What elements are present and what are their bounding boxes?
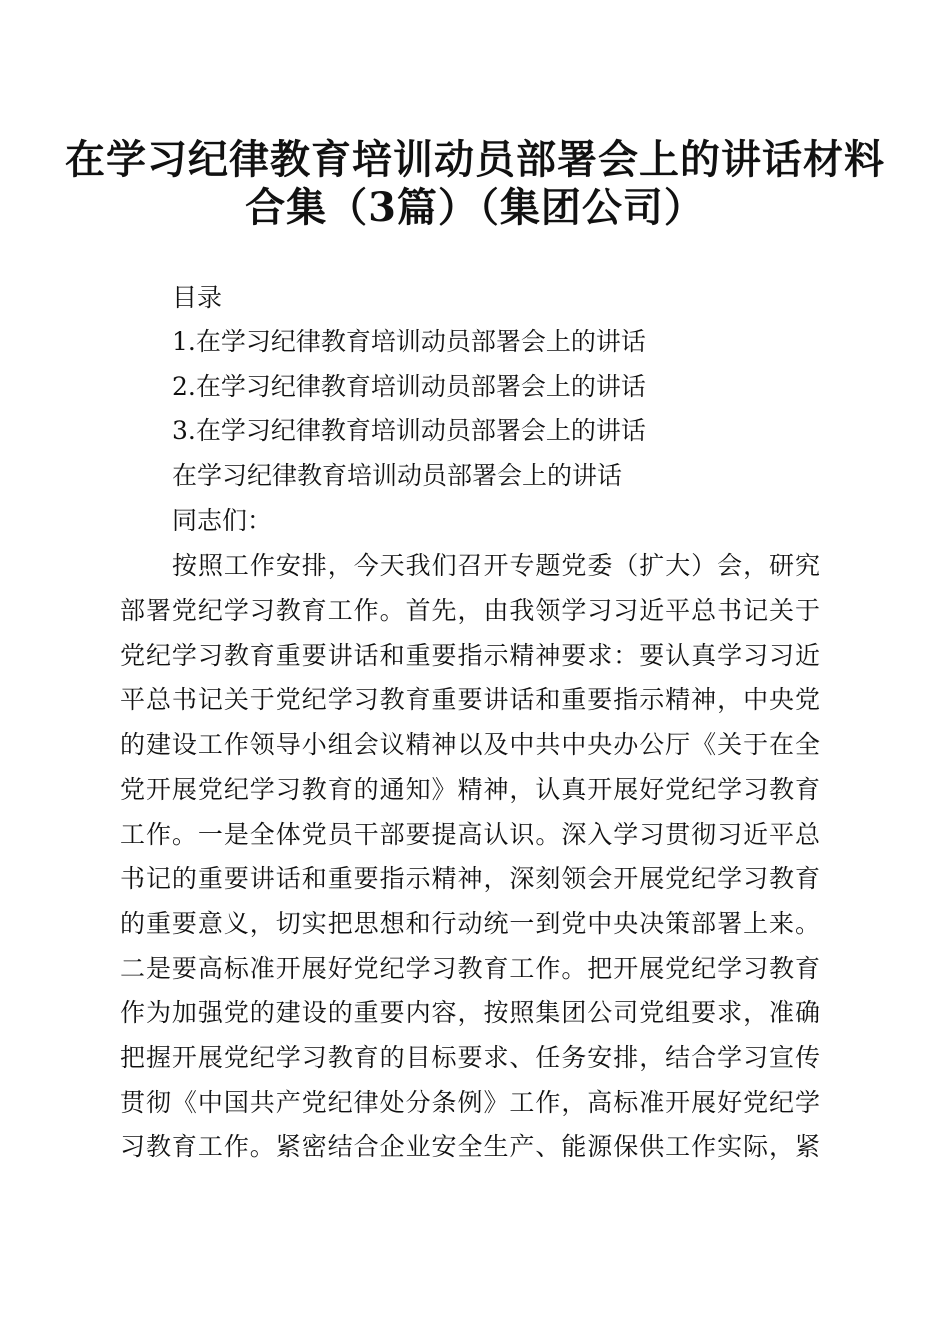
paragraph-line: 的建设工作领导小组会议精神以及中共中央办公厅《关于在全: [120, 730, 820, 760]
document-title-line-1: 在学习纪律教育培训动员部署会上的讲话材料: [65, 136, 885, 183]
paragraph-line: 的重要意义，切实把思想和行动统一到党中央决策部署上来。: [120, 908, 820, 938]
paragraph-first-line: 按照工作安排，今天我们召开专题党委（扩大）会，研究: [172, 551, 820, 580]
toc-item-1: 1.在学习纪律教育培训动员部署会上的讲话: [172, 327, 646, 356]
paragraph-line: 平总书记关于党纪学习教育重要讲话和重要指示精神，中央党: [120, 685, 820, 715]
paragraph-line: 作为加强党的建设的重要内容，按照集团公司党组要求，准确: [120, 998, 820, 1028]
paragraph-line: 党开展党纪学习教育的通知》精神，认真开展好党纪学习教育: [120, 774, 820, 804]
toc-item-3: 3.在学习纪律教育培训动员部署会上的讲话: [172, 416, 646, 445]
paragraph-line: 二是要高标准开展好党纪学习教育工作。把开展党纪学习教育: [120, 953, 820, 983]
paragraph-line: 贯彻《中国共产党纪律处分条例》工作，高标准开展好党纪学: [120, 1087, 820, 1117]
salutation: 同志们：: [172, 506, 273, 535]
paragraph-line: 党纪学习教育重要讲话和重要指示精神要求：要认真学习习近: [120, 640, 820, 670]
paragraph-line: 书记的重要讲话和重要指示精神，深刻领会开展党纪学习教育: [120, 864, 820, 894]
section-title: 在学习纪律教育培训动员部署会上的讲话: [172, 461, 623, 490]
toc-heading: 目录: [172, 283, 223, 312]
paragraph-line: 习教育工作。紧密结合企业安全生产、能源保供工作实际，紧: [120, 1132, 820, 1162]
toc-item-2: 2.在学习纪律教育培训动员部署会上的讲话: [172, 372, 646, 401]
paragraph-line: 工作。一是全体党员干部要提高认识。深入学习贯彻习近平总: [120, 819, 820, 849]
paragraph-line: 部署党纪学习教育工作。首先，由我领学习习近平总书记关于: [120, 596, 820, 625]
document-title-line-2: 合集（3篇）（集团公司）: [245, 184, 705, 231]
paragraph-line: 把握开展党纪学习教育的目标要求、任务安排，结合学习宣传: [120, 1043, 820, 1072]
